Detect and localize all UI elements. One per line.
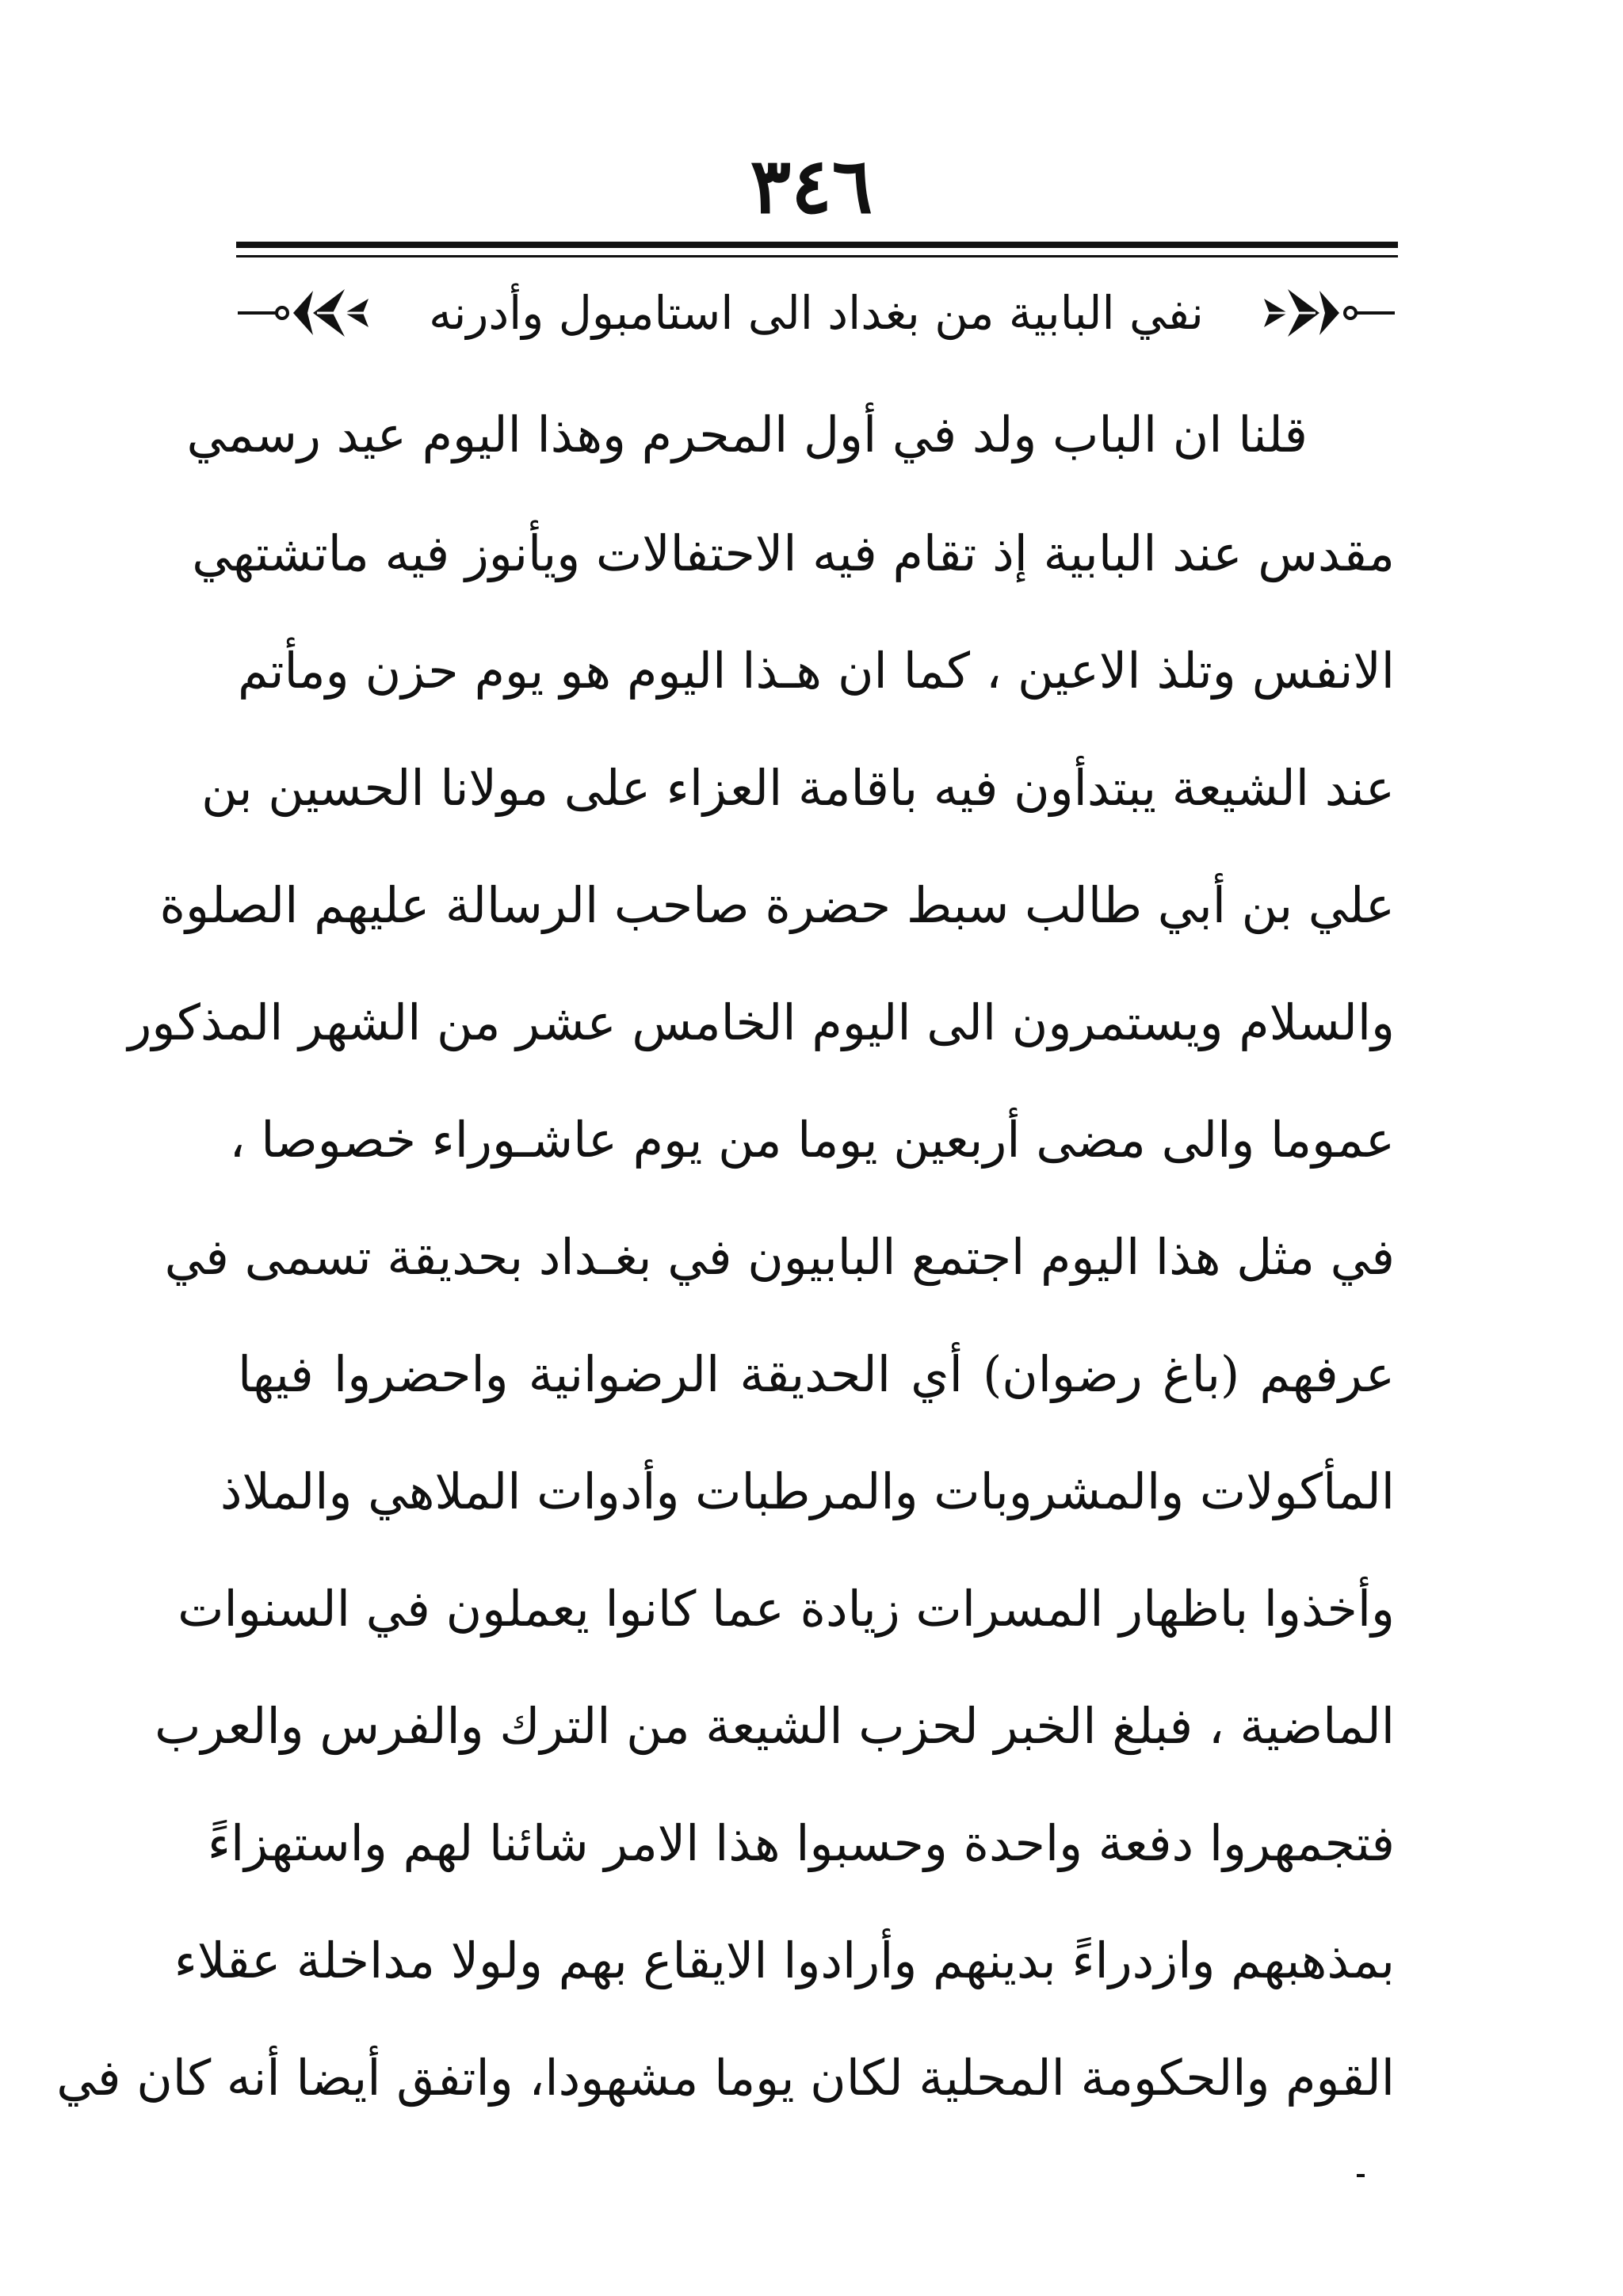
text-line-9: عرفهم (باغ رضوان) أي الحديقة الرضوانية واحضروا فيها [238,1345,1395,1403]
text-line-15: القوم والحكومة المحلية لكان يوما مشهودا، واتفق أيضا أنه كان في [56,2049,1395,2107]
text-line-3: الانفس وتلذ الاعين ، كما ان هـذا اليوم هو يوم حزن ومأتم [238,642,1395,700]
text-line-1: قلنا ان الباب ولد في أول المحرم وهذا اليوم عيد رسمي [186,406,1308,463]
text-line-10: المأكولات والمشروبات والمرطبات وأدوات الملاهي والملاذ [220,1463,1395,1520]
page-number: ٣٤٦ [750,141,873,231]
text-line-12: الماضية ، فبلغ الخبر لحزب الشيعة من الترك والفرس والعرب [155,1697,1395,1755]
header-rule-thick [236,242,1398,248]
section-heading-row [238,273,1395,353]
catchword-mark [1357,2174,1365,2177]
right-ornament-icon [1260,281,1395,345]
text-line-8: في مثل هذا اليوم اجتمع البابيون في بغـداد بحديقة تسمى في [164,1228,1395,1286]
header-rule-thin [236,255,1398,257]
text-line-11: وأخذوا باظهار المسرات زيادة عما كانوا يعملون في السنوات [178,1580,1395,1638]
section-heading: نفي البابية من بغداد الى استامبول وأدرنه [429,286,1204,340]
text-line-7: عموما والى مضى أربعين يوما من يوم عاشـوراء خصوصا ، [229,1111,1395,1169]
text-line-13: فتجمهروا دفعة واحدة وحسبوا هذا الامر شائنا لهم واستهزاءً [207,1814,1395,1872]
text-line-14: بمذهبهم وازدراءً بدينهم وأرادوا الايقاع بهم ولولا مداخلة عقلاء [174,1932,1395,1989]
text-line-6: والسلام ويستمرون الى اليوم الخامس عشر من الشهر المذكور [128,994,1395,1051]
text-line-4: عند الشيعة يبتدأون فيه باقامة العزاء على مولانا الحسين بن [201,759,1395,817]
text-line-2: مقدس عند البابية إذ تقام فيه الاحتفالات ويأنوز فيه ماتشتهي [192,524,1395,582]
left-ornament-icon [238,281,372,345]
text-line-5: علي بن أبي طالب سبط حضرة صاحب الرسالة عليهم الصلوة [159,876,1395,934]
